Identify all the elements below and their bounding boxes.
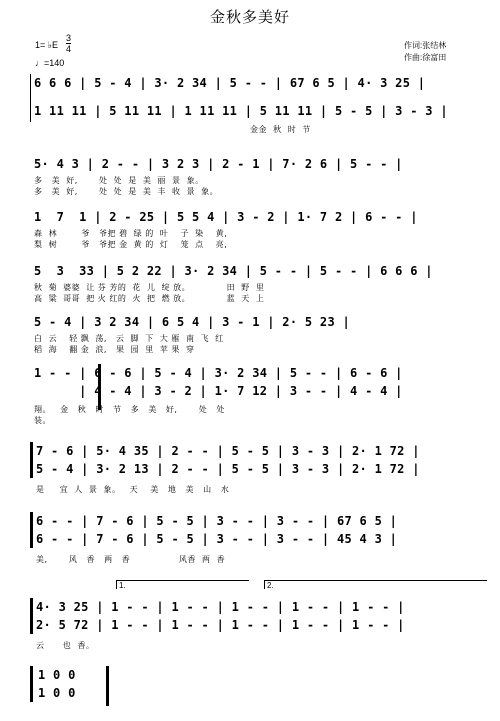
system-start-bar [30, 74, 31, 122]
lyric-line: 是 宜 人 景 象。 天 美 地 美 山 水 [36, 485, 230, 494]
key-label: 1= ♭E [35, 40, 59, 50]
notation-line: 1 - - | 6 - 6 | 5 - 4 | 3· 2 34 | 5 - - | 6 - 6 | [34, 366, 403, 380]
notation-line-lower: 1 11 11 | 5 11 11 | 1 11 11 | 5 11 11 | 5 - 5 | 3 - 3 | [34, 104, 448, 118]
notation-line-lower: 6 - - | 7 - 6 | 5 - 5 | 3 - - | 3 - - | 45 4 3 | [36, 532, 398, 546]
page-title: 金秋多美好 [209, 9, 290, 26]
part-brace [30, 442, 33, 478]
music-row-2 [0, 155, 500, 205]
part-brace [30, 512, 33, 548]
music-row-1 [0, 72, 500, 142]
notation-line: 5 3 33 | 5 2 22 | 3· 2 34 | 5 - - | 5 - - | 6 6 6 | [34, 264, 433, 278]
notation-line: 1 0 0 [38, 668, 76, 682]
time-top: 3 [66, 33, 72, 43]
lyric-line: 森 林 爷 爷把 碧 绿 的 叶 子 染 黄, 梨 树 爷 爷把 金 黄 的 灯 笼 点 亮, [34, 229, 228, 249]
time-bottom: 4 [66, 44, 72, 54]
notation-line: 5 - 4 | 3 2 34 | 6 5 4 | 3 - 1 | 2· 5 23 | [34, 315, 351, 329]
lyric-line: 金金 秋 时 节 [34, 125, 311, 134]
music-row-8 [0, 510, 500, 570]
music-row-7 [0, 440, 500, 500]
time-signature [66, 33, 71, 54]
music-row-4 [0, 262, 500, 312]
music-row-10 [0, 664, 500, 714]
notation-line: 6 - - | 7 - 6 | 5 - 5 | 3 - - | 3 - - | 67 6 5 | [36, 514, 398, 528]
notation-line: 4· 3 25 | 1 - - | 1 - - | 1 - - | 1 - - | 1 - - | [36, 600, 405, 614]
lyricist-credit: 作词:张结林 [404, 41, 447, 50]
lyric-line: 白 云 轻 飘 荡, 云 脚 下 大 雁 南 飞 红 稻 海 翻 金 浪, 果 园 里 苹 果 穿 [34, 334, 224, 354]
notation-line: 7 - 6 | 5· 4 35 | 2 - - | 5 - 5 | 3 - 3 | 2· 1 72 | [36, 444, 420, 458]
music-row-9 [0, 596, 500, 656]
lyric-line: 翔。 金 秋 时 节 多 美 好, 处 处 装。 [34, 405, 225, 425]
music-row-6 [0, 362, 500, 425]
part-brace [30, 666, 33, 702]
notation-line-lower: | 4 - 4 | 3 - 2 | 1· 7 12 | 3 - - | 4 - 4 | [34, 384, 403, 398]
notation-line: 6 6 6 | 5 - 4 | 3· 2 34 | 5 - - | 67 6 5 | 4· 3 25 | [34, 76, 426, 90]
lyric-line: 多 美 好, 处 处 是 美 丽 景 象。 多 美 好, 处 处 是 美 丰 收 景 象。 [34, 176, 219, 196]
lyric-line: 云 也 香。 [36, 641, 95, 650]
volta-bracket-1 [116, 580, 249, 589]
notation-line-lower: 2· 5 72 | 1 - - | 1 - - | 1 - - | 1 - - | 1 - - | [36, 618, 405, 632]
volta-1-label: 1. [119, 581, 126, 590]
notation-line: 5· 4 3 | 2 - - | 3 2 3 | 2 - 1 | 7· 2 6 | 5 - - | [34, 157, 403, 171]
key-signature [35, 40, 58, 51]
volta-2-label: 2. [267, 581, 274, 590]
volta-bracket-2 [264, 580, 487, 589]
composer-credit: 作曲:徐富田 [404, 53, 447, 62]
final-barline [106, 666, 109, 706]
music-row-3 [0, 208, 500, 258]
credits [404, 40, 446, 64]
tempo-marking: ♩=140 [35, 58, 65, 68]
lyric-line: 秋 菊 婆婆 让 芬 芳的 花 儿 绽 放。 田 野 里 高 粱 哥哥 把 火 红的 火 把 燃 放。 蓝 天 上 [34, 283, 265, 303]
notation-line-lower: 1 0 0 [38, 686, 76, 700]
lyric-line: 美, 风 香 两 香 风香 两 香 [36, 555, 226, 564]
music-row-5 [0, 313, 500, 363]
notation-line-lower: 5 - 4 | 3· 2 13 | 2 - - | 5 - 5 | 3 - 3 | 2· 1 72 | [36, 462, 420, 476]
part-brace [30, 598, 33, 634]
notation-line: 1 7 1 | 2 - 25 | 5 5 4 | 3 - 2 | 1· 7 2 | 6 - - | [34, 210, 418, 224]
